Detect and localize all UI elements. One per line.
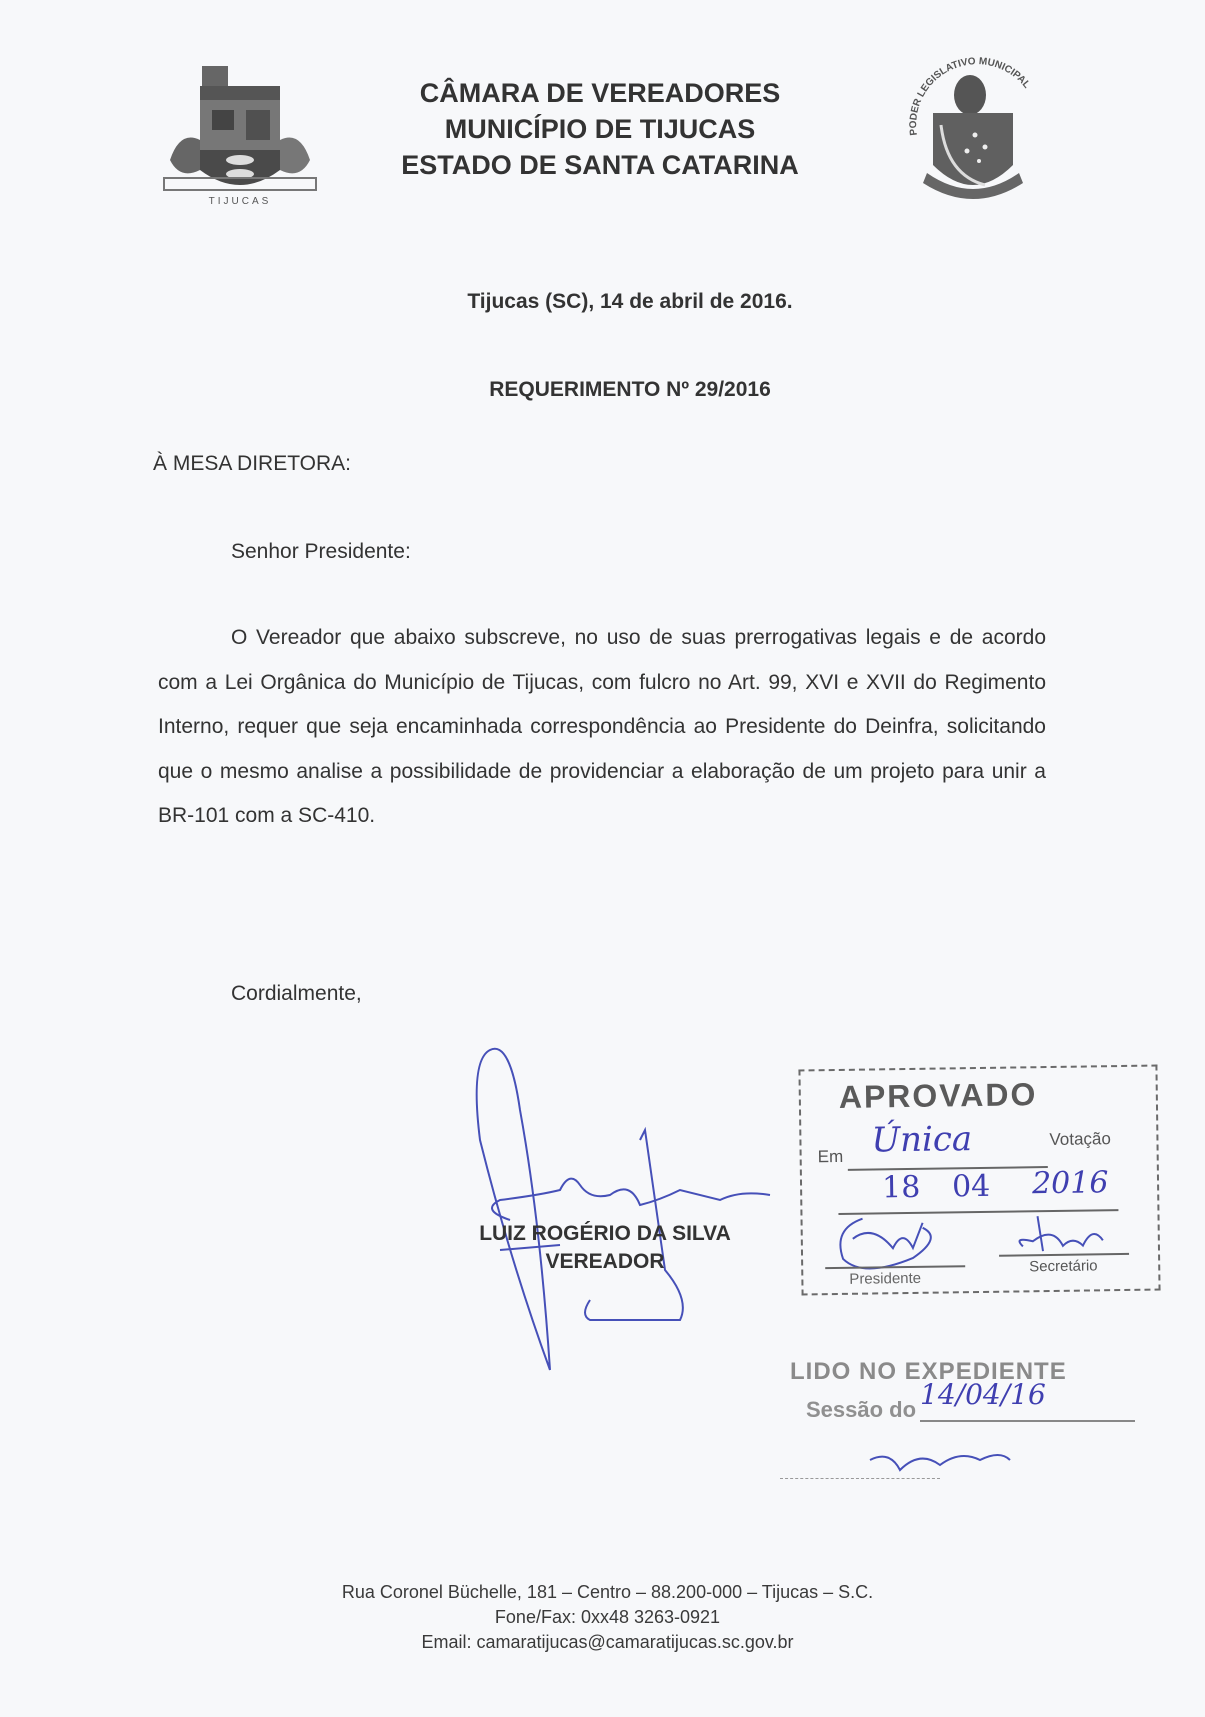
- body-text: [158, 616, 1046, 839]
- stamp-title: APROVADO: [838, 1076, 1038, 1115]
- stamp-date-month: 04: [951, 1168, 991, 1205]
- expediente-signature: [860, 1420, 1040, 1480]
- footer-address: Rua Coronel Büchelle, 181 – Centro – 88.200-000 – Tijucas – S.C.: [341, 1582, 874, 1602]
- footer-email: Email: camaratijucas@camaratijucas.sc.gov.br: [421, 1632, 794, 1652]
- signatory-name: LUIZ ROGÉRIO DA SILVA: [479, 1222, 731, 1245]
- stamp-date-year: 2016: [1031, 1165, 1109, 1202]
- institution-header: [300, 75, 900, 183]
- stamp-em-label: Em: [817, 1146, 844, 1167]
- closing: Cordialmente,: [231, 982, 362, 1005]
- legislative-seal-icon: [905, 55, 1050, 215]
- document-number: REQUERIMENTO Nº 29/2016: [489, 378, 771, 401]
- signatory-signature: [440, 1020, 820, 1385]
- header-line-1: CÂMARA DE VEREADORES: [419, 78, 781, 108]
- document-date: Tijucas (SC), 14 de abril de 2016.: [467, 290, 793, 313]
- stamp-votacao-label: Votação: [1049, 1129, 1112, 1150]
- expediente-stamp-title: LIDO NO EXPEDIENTE: [790, 1358, 1067, 1385]
- expediente-session-date: 14/04/16: [920, 1378, 1046, 1411]
- signatory-block: [440, 1220, 770, 1276]
- addressee: À MESA DIRETORA:: [153, 452, 351, 475]
- approval-stamp: [798, 1065, 1160, 1296]
- footer: [0, 1580, 1205, 1655]
- stamp-president-label: Presidente: [849, 1269, 922, 1288]
- header-line-3: ESTADO DE SANTA CATARINA: [401, 150, 799, 180]
- svg-text:TIJUCAS: TIJUCAS: [208, 196, 272, 207]
- signatory-title: VEREADOR: [545, 1250, 665, 1273]
- stamp-secretary-label: Secretário: [1029, 1257, 1098, 1276]
- expediente-session-label: Sessão do: [806, 1397, 917, 1422]
- svg-text:PODER LEGISLATIVO MUNICIPAL: PODER LEGISLATIVO MUNICIPAL: [908, 56, 1033, 136]
- stamp-date-day: 18: [881, 1169, 921, 1206]
- stamp-votacao-value: Única: [871, 1119, 973, 1161]
- header-line-2: MUNICÍPIO DE TIJUCAS: [444, 114, 756, 144]
- body-paragraph: O Vereador que abaixo subscreve, no uso de suas prerrogativas legais e de acordo com a Lei Orgânica do Município de Tijucas, com fulcro no Art. 99, XVI e XVII do Regimento Interno, requer que seja encaminhada correspondência ao Presidente do Deinfra, solicitando que o mesmo analise a possibilidade de providenciar a elaboração de um projeto para unir a BR-101 com a SC-410.: [158, 626, 1046, 827]
- salutation: Senhor Presidente:: [231, 540, 411, 563]
- footer-phone: Fone/Fax: 0xx48 3263-0921: [494, 1607, 721, 1627]
